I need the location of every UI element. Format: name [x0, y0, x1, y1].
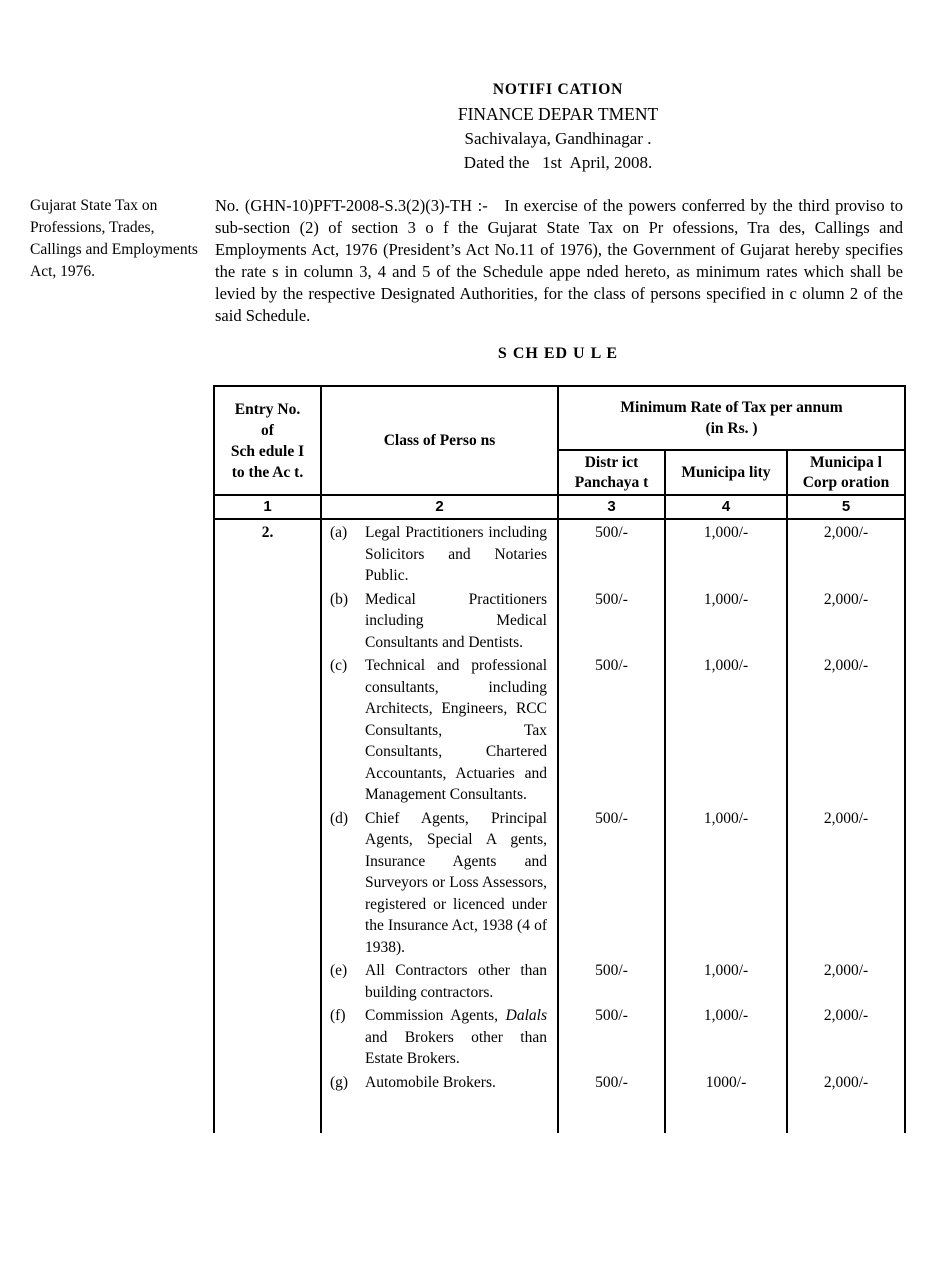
item-text: Automobile Brokers.: [365, 1073, 496, 1091]
municipal-corporation-rate: 2,000/-: [787, 653, 905, 806]
entry-no-cell: [214, 806, 321, 959]
notification-body-paragraph: No. (GHN-10)PFT-2008-S.3(2)(3)-TH :- In exercise of the powers conferred by the third proviso to sub-section (2) of section 3 o f the Gujarat State Tax on Pr ofessions, Tra des, Callings and Employments Act, 1976 (President’s Act No.11 of 1976), the Government of Gujarat hereby specifies the rate s in column 3, 4 and 5 of the Schedule appe nded hereto, as minimum rates which shall be levied by the respective Designated Authorities, for the class of persons specified in c olumn 2 of the said Schedule.: [215, 196, 903, 325]
entry-no-cell: [214, 958, 321, 1003]
district-panchayat-header-line: Panchaya t: [574, 473, 649, 491]
district-panchayat-header-line: Distr ict: [584, 453, 639, 471]
table-row-c: [214, 653, 905, 806]
item-text-part: Commission Agents,: [365, 1007, 506, 1024]
district-panchayat-header: [558, 450, 665, 495]
table-row-g: [214, 1070, 905, 1134]
entry-no-cell: [214, 519, 321, 587]
item-marker: (b): [330, 590, 349, 608]
margin-note-act-reference: Gujarat State Tax on Professions, Trades, Callings and Employments Act, 1976.: [30, 197, 198, 280]
table-row-d: [214, 806, 905, 959]
schedule-title: S CH ED U L E: [497, 345, 619, 362]
district-panchayat-rate: 500/-: [558, 587, 665, 654]
table-row-f: [214, 1003, 905, 1070]
entry-no-header: [214, 386, 321, 495]
column-number: 3: [558, 495, 665, 519]
item-marker: (c): [330, 657, 348, 674]
item-marker: (e): [330, 962, 348, 979]
municipal-corporation-rate: 2,000/-: [787, 587, 905, 654]
item-marker: (d): [330, 809, 349, 827]
table-header-row-1: [214, 386, 905, 450]
tax-rate-group-header-line: (in Rs. ): [705, 420, 758, 437]
entry-no-value: 2.: [261, 524, 274, 541]
entry-no-cell: [214, 587, 321, 654]
district-panchayat-rate: 500/-: [558, 806, 665, 959]
column-number: 2: [321, 495, 558, 519]
item-text-part: and Brokers other than Estate Brokers.: [365, 1028, 547, 1067]
municipal-corporation-rate: 2,000/-: [787, 519, 905, 587]
district-panchayat-rate: 500/-: [558, 958, 665, 1003]
class-of-persons-cell: [321, 806, 558, 959]
item-text: Medical Practitioners including Medical Consultants and Dentists.: [365, 590, 547, 651]
entry-no-header-line: Sch edule I: [230, 442, 305, 460]
district-panchayat-rate: 500/-: [558, 519, 665, 587]
class-of-persons-cell: [321, 958, 558, 1003]
column-number: 1: [214, 495, 321, 519]
municipal-corporation-rate: 2,000/-: [787, 806, 905, 959]
item-marker: (g): [330, 1073, 349, 1091]
column-number: 5: [787, 495, 905, 519]
municipal-corporation-rate: 2,000/-: [787, 1070, 905, 1134]
municipal-corporation-header-line: Corp oration: [802, 473, 890, 491]
item-text: Technical and professional consultants, including Architects, Engineers, RCC Consultants, Tax Consultants, Chartered Accountants, Actuaries and Management Consultants.: [365, 657, 547, 803]
municipality-rate: 1,000/-: [665, 806, 787, 959]
class-of-persons-cell: [321, 653, 558, 806]
entry-no-header-line: to the Ac t.: [231, 463, 304, 481]
document-header: [213, 81, 903, 173]
municipality-rate: 1,000/-: [665, 653, 787, 806]
notification-title: NOTIFI CATION: [492, 81, 624, 98]
table-row-b: [214, 587, 905, 654]
date-line: Dated the 1st April, 2008.: [463, 153, 653, 172]
class-of-persons-cell: [321, 519, 558, 587]
entry-no-cell: [214, 653, 321, 806]
entry-no-header-line: Entry No.: [234, 400, 301, 418]
table-row-a: [214, 519, 905, 587]
class-of-persons-header: Class of Perso ns: [321, 386, 558, 495]
district-panchayat-rate: 500/-: [558, 653, 665, 806]
department-line: FINANCE DEPAR TMENT: [457, 104, 659, 124]
column-number: 4: [665, 495, 787, 519]
district-panchayat-rate: 500/-: [558, 1070, 665, 1134]
item-text: Chief Agents, Principal Agents, Special A gents, Insurance Agents and Surveyors or Loss Assessors, registered or licenced under the Insurance Act, 1938 (4 of 1938).: [365, 809, 547, 956]
tax-rate-group-header: [558, 386, 905, 450]
tax-rate-group-header-line: Minimum Rate of Tax per annum: [620, 399, 843, 416]
table-row-e: [214, 958, 905, 1003]
item-text-italic: Dalals: [505, 1007, 547, 1024]
district-panchayat-rate: 500/-: [558, 1003, 665, 1070]
class-of-persons-cell: [321, 587, 558, 654]
municipal-corporation-rate: 2,000/-: [787, 958, 905, 1003]
schedule-table: [213, 385, 906, 1133]
place-line: Sachivalaya, Gandhinagar .: [464, 129, 652, 148]
item-text: [365, 1005, 547, 1070]
entry-no-header-line: of: [261, 421, 274, 439]
municipal-corporation-rate: 2,000/-: [787, 1003, 905, 1070]
municipality-rate: 1000/-: [665, 1070, 787, 1134]
item-text: Legal Practitioners including Solicitors and Notaries Public.: [365, 524, 547, 584]
municipality-header: Municipa lity: [665, 450, 787, 495]
item-text: All Contractors other than building contractors.: [365, 962, 547, 1001]
column-number-row: [214, 495, 905, 519]
municipality-rate: 1,000/-: [665, 1003, 787, 1070]
municipality-rate: 1,000/-: [665, 958, 787, 1003]
municipal-corporation-header: [787, 450, 905, 495]
entry-no-cell: [214, 1070, 321, 1134]
municipality-rate: 1,000/-: [665, 519, 787, 587]
item-marker: (a): [330, 524, 348, 541]
item-marker: (f): [330, 1007, 346, 1024]
class-of-persons-cell: [321, 1070, 558, 1134]
municipality-rate: 1,000/-: [665, 587, 787, 654]
municipal-corporation-header-line: Municipa l: [810, 453, 882, 471]
class-of-persons-cell: [321, 1003, 558, 1070]
entry-no-cell: [214, 1003, 321, 1070]
